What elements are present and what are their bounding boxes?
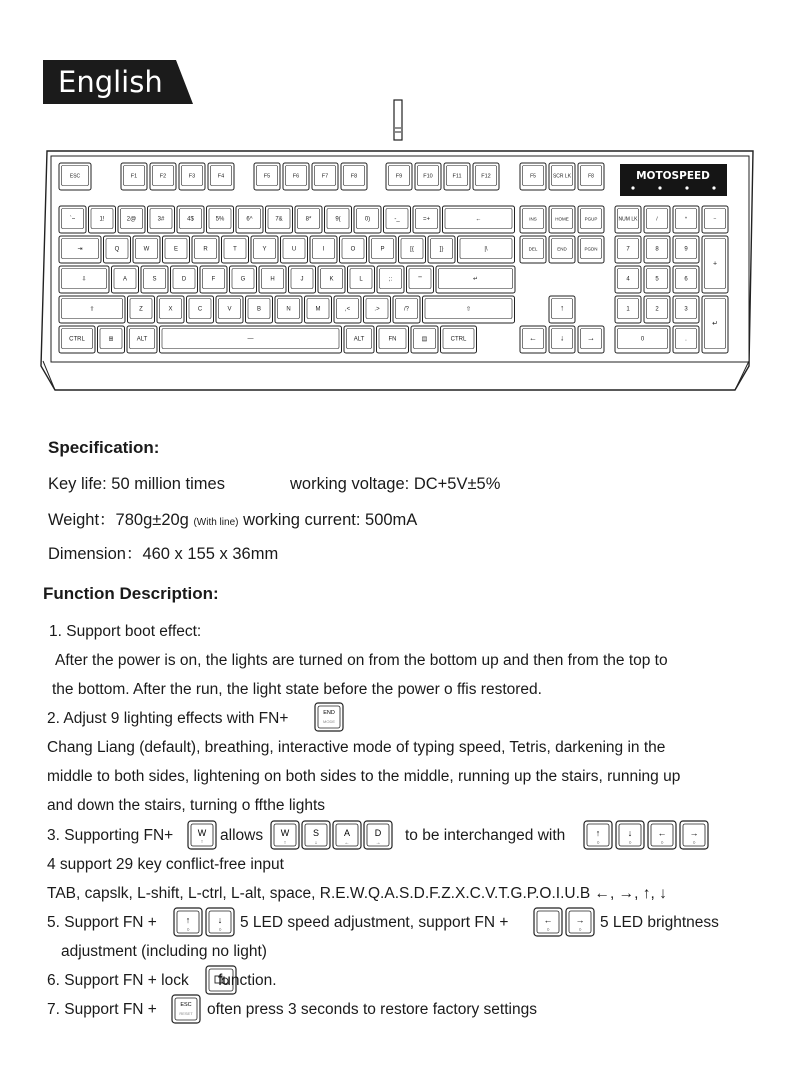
function-1-line2: the bottom. After the run, the light state before the power o ffis restored. xyxy=(52,681,542,698)
function-5-prefix: 5. Support FN + xyxy=(47,914,157,931)
arrow-key xyxy=(206,908,234,936)
function-5-middle: 5 LED speed adjustment, support FN + xyxy=(240,914,509,931)
svg-text:○: ○ xyxy=(186,927,190,933)
key-numpad xyxy=(644,206,670,233)
key-row4-5 xyxy=(246,296,273,323)
svg-text:F3: F3 xyxy=(188,173,196,180)
key-row2-7 xyxy=(281,236,308,263)
key-row2-2 xyxy=(133,236,160,263)
key-row4-2 xyxy=(157,296,184,323)
arrow-key xyxy=(616,821,644,849)
svg-text:6: 6 xyxy=(684,276,688,283)
key-nav1 xyxy=(520,206,546,233)
svg-text:ALT: ALT xyxy=(136,336,148,343)
svg-text:3: 3 xyxy=(684,306,688,313)
svg-text:⇥: ⇥ xyxy=(77,246,83,253)
key-numpad-enter xyxy=(702,296,728,353)
svg-text:↑: ↑ xyxy=(595,828,601,838)
svg-text:→: → xyxy=(375,840,381,846)
function-1-title: 1. Support boot effect: xyxy=(49,623,202,640)
svg-text:H: H xyxy=(270,276,275,283)
function-heading: Function Description: xyxy=(43,584,219,603)
key-numpad xyxy=(615,266,641,293)
svg-text:7&: 7& xyxy=(275,216,283,223)
svg-text:↓: ↓ xyxy=(314,840,318,846)
svg-text:Z: Z xyxy=(139,306,143,313)
svg-text:N: N xyxy=(286,306,291,313)
svg-text:→: → xyxy=(575,915,585,925)
svg-text:DEL: DEL xyxy=(528,246,538,252)
svg-text:F2: F2 xyxy=(159,173,167,180)
svg-text:Q: Q xyxy=(114,246,120,253)
key-row5-2 xyxy=(127,326,157,353)
wasd-keys-icon xyxy=(270,820,395,855)
left-right-arrow-keys-icon xyxy=(533,907,597,942)
key-row4-1 xyxy=(128,296,155,323)
svg-text:MODE: MODE xyxy=(323,719,335,724)
key-arrow-right xyxy=(578,326,604,353)
key-row5-5 xyxy=(377,326,409,353)
svg-text:INS: INS xyxy=(529,216,537,222)
spec-weight xyxy=(48,510,417,533)
wasd-key xyxy=(302,821,330,849)
svg-text:←: ← xyxy=(543,915,553,925)
key-row1-1 xyxy=(89,206,116,233)
key-fn xyxy=(473,163,499,190)
function-2-line1: Chang Liang (default), breathing, interactive mode of typing speed, Tetris, darkening in the xyxy=(47,739,666,756)
svg-text:D: D xyxy=(374,828,382,838)
function-6-prefix: 6. Support FN + lock xyxy=(47,972,189,989)
key-row2-4 xyxy=(192,236,219,263)
svg-text:CTRL: CTRL xyxy=(450,336,467,343)
arrow-keys-icon xyxy=(583,820,711,855)
function-7-suffix: often press 3 seconds to restore factory settings xyxy=(207,1001,537,1018)
svg-text:'": '" xyxy=(418,276,422,283)
key-fn xyxy=(386,163,412,190)
svg-text:←: ← xyxy=(529,333,537,343)
key-row1-9 xyxy=(325,206,352,233)
svg-text:↑: ↑ xyxy=(560,303,564,313)
svg-text:F11: F11 xyxy=(452,173,462,180)
svg-text:.>: .> xyxy=(374,306,380,313)
key-numpad xyxy=(644,266,670,293)
svg-text:▤: ▤ xyxy=(421,336,428,343)
svg-text:S: S xyxy=(152,276,157,283)
key-nav1 xyxy=(578,206,604,233)
key-arrow-down xyxy=(549,326,575,353)
svg-text:G: G xyxy=(240,276,246,283)
svg-text:CTRL: CTRL xyxy=(69,336,85,343)
up-down-arrow-keys-icon xyxy=(173,907,237,942)
svg-text:F12: F12 xyxy=(481,173,491,180)
svg-text:W: W xyxy=(143,246,150,253)
function-2-title: 2. Adjust 9 lighting effects with FN+ xyxy=(47,710,289,727)
key-row4-11 xyxy=(423,296,515,323)
function-4-title: 4 support 29 key conflict-free input xyxy=(47,856,284,873)
key-sys xyxy=(520,163,546,190)
svg-text:0): 0) xyxy=(364,216,371,223)
svg-text:END: END xyxy=(557,246,567,252)
svg-text:F6: F6 xyxy=(292,173,300,180)
spec-voltage: working voltage: DC+5V±5% xyxy=(290,475,501,493)
key-row1-12 xyxy=(413,206,440,233)
key-row3-3 xyxy=(171,266,198,293)
svg-text:↵: ↵ xyxy=(472,276,479,283)
svg-text:→: → xyxy=(689,828,699,838)
svg-text:−: − xyxy=(713,216,717,223)
svg-text:↓: ↓ xyxy=(217,915,223,925)
svg-text:←: ← xyxy=(475,216,482,223)
svg-text:←: ← xyxy=(344,840,350,846)
key-numpad xyxy=(673,266,699,293)
key-row3-9 xyxy=(348,266,375,293)
svg-text:1!: 1! xyxy=(99,216,105,223)
key-esc xyxy=(59,163,91,190)
svg-text:F4: F4 xyxy=(217,173,225,180)
key-sys xyxy=(578,163,604,190)
svg-text:END: END xyxy=(323,710,335,716)
esc-reset-key-icon xyxy=(171,994,201,1029)
key-arrow-left xyxy=(520,326,546,353)
svg-text:HOME: HOME xyxy=(555,216,569,222)
key-fn xyxy=(341,163,367,190)
key-row1-4 xyxy=(177,206,204,233)
wasd-key xyxy=(271,821,299,849)
key-row3-6 xyxy=(259,266,286,293)
function-6-suffix: function. xyxy=(218,972,277,989)
key-numpad-0 xyxy=(615,326,670,353)
svg-text:NUM LK: NUM LK xyxy=(618,216,638,223)
wasd-key xyxy=(364,821,392,849)
svg-text:F5: F5 xyxy=(530,173,536,180)
svg-text:.: . xyxy=(685,336,687,343)
key-numpad xyxy=(673,296,699,323)
key-row3-0 xyxy=(59,266,109,293)
key-fn xyxy=(444,163,470,190)
svg-text:○: ○ xyxy=(692,840,696,846)
key-nav1 xyxy=(549,206,575,233)
function-3-suffix: to be interchanged with xyxy=(405,827,566,844)
arrow-key xyxy=(584,821,612,849)
key-row2-3 xyxy=(163,236,190,263)
svg-text:V: V xyxy=(227,306,232,313)
svg-text:9: 9 xyxy=(684,246,688,253)
svg-text:↑: ↑ xyxy=(283,840,287,846)
key-numpad xyxy=(673,206,699,233)
key-nav2 xyxy=(549,236,575,263)
svg-text:⊞: ⊞ xyxy=(108,336,114,343)
svg-text:X: X xyxy=(168,306,173,313)
svg-text:2@: 2@ xyxy=(126,216,137,223)
spec-weight-note: (With line) xyxy=(193,517,239,528)
svg-text:F10: F10 xyxy=(423,173,433,180)
svg-text:○: ○ xyxy=(578,927,582,933)
key-fn xyxy=(254,163,280,190)
svg-text:○: ○ xyxy=(546,927,550,933)
brand-logo: MOTOSPEED xyxy=(636,170,710,182)
arrow-key xyxy=(566,908,594,936)
key-row4-3 xyxy=(187,296,214,323)
svg-text:D: D xyxy=(181,276,187,283)
key-row5-1 xyxy=(98,326,125,353)
svg-text:|\: |\ xyxy=(484,246,488,253)
key-nav2 xyxy=(578,236,604,263)
spec-weight-value: Weight：780g±20g xyxy=(48,511,189,529)
key-row2-8 xyxy=(310,236,337,263)
function-7-prefix: 7. Support FN + xyxy=(47,1001,157,1018)
svg-text:J: J xyxy=(300,276,304,283)
spec-heading: Specification: xyxy=(48,438,160,457)
key-row2-11 xyxy=(399,236,426,263)
svg-text:/?: /? xyxy=(403,306,410,313)
key-row1-13 xyxy=(443,206,515,233)
key-numpad xyxy=(644,236,670,263)
keyboard-illustration xyxy=(35,98,765,398)
key-fn xyxy=(283,163,309,190)
function-5-suffix: 5 LED brightness xyxy=(600,914,719,931)
key-row1-11 xyxy=(384,206,411,233)
key-row1-0 xyxy=(59,206,86,233)
key-sys xyxy=(549,163,575,190)
svg-text:Y: Y xyxy=(262,246,267,253)
key-fn xyxy=(208,163,234,190)
key-numpad xyxy=(615,296,641,323)
spec-key-life: Key life: 50 million times xyxy=(48,475,225,493)
key-row3-7 xyxy=(289,266,316,293)
key-fn xyxy=(179,163,205,190)
svg-text:L: L xyxy=(359,276,363,283)
key-row1-6 xyxy=(236,206,263,233)
key-fn xyxy=(121,163,147,190)
key-row2-12 xyxy=(428,236,455,263)
svg-text:F9: F9 xyxy=(395,173,403,180)
key-numpad xyxy=(615,236,641,263)
key-row2-10 xyxy=(369,236,396,263)
svg-text:○: ○ xyxy=(628,840,632,846)
svg-text:A: A xyxy=(343,828,351,838)
svg-text:,<: ,< xyxy=(344,306,351,313)
key-nav2 xyxy=(520,236,546,263)
arrow-key xyxy=(648,821,676,849)
w-key-icon xyxy=(187,820,217,855)
function-5-line2: adjustment (including no light) xyxy=(61,943,267,960)
svg-text:E: E xyxy=(173,246,179,253)
svg-text:9(: 9( xyxy=(335,216,341,223)
svg-text:B: B xyxy=(256,306,262,313)
key-row3-8 xyxy=(318,266,345,293)
key-row5-0 xyxy=(59,326,95,353)
key-row4-4 xyxy=(216,296,243,323)
svg-text:*: * xyxy=(685,216,687,223)
svg-text:ESC: ESC xyxy=(180,1002,192,1008)
key-row4-10 xyxy=(393,296,420,323)
svg-text:RESET: RESET xyxy=(179,1011,193,1016)
svg-text:6^: 6^ xyxy=(246,216,253,223)
key-arrow-up xyxy=(549,296,575,323)
svg-text:5%: 5% xyxy=(215,216,225,223)
key-row1-3 xyxy=(148,206,175,233)
key-fn xyxy=(150,163,176,190)
function-1-line1: After the power is on, the lights are turned on from the bottom up and then from the top to xyxy=(55,652,668,669)
svg-text:↑: ↑ xyxy=(200,839,204,845)
key-row3-1 xyxy=(112,266,139,293)
svg-text:○: ○ xyxy=(660,840,664,846)
svg-text:P: P xyxy=(380,246,385,253)
key-numpad-plus xyxy=(702,236,728,293)
svg-text:FN: FN xyxy=(388,336,397,343)
key-row1-10 xyxy=(354,206,381,233)
key-row3-10 xyxy=(377,266,404,293)
key-row5-6 xyxy=(411,326,438,353)
svg-text:W: W xyxy=(197,828,207,838)
svg-text:⇩: ⇩ xyxy=(81,276,87,283)
key-row4-7 xyxy=(305,296,332,323)
svg-text:⇧: ⇧ xyxy=(465,306,472,313)
svg-text:8*: 8* xyxy=(305,216,312,223)
svg-text:2: 2 xyxy=(655,306,659,313)
svg-text:-_: -_ xyxy=(394,216,400,223)
page-title: English xyxy=(58,65,163,99)
key-numpad xyxy=(644,296,670,323)
svg-text:4$: 4$ xyxy=(187,216,194,223)
key-row2-13 xyxy=(458,236,515,263)
svg-text:1: 1 xyxy=(626,306,630,313)
svg-text:`~: `~ xyxy=(69,216,76,223)
svg-text:F: F xyxy=(211,276,216,283)
svg-text:/: / xyxy=(656,216,658,223)
svg-text:○: ○ xyxy=(596,840,600,846)
function-4-line1: TAB, capslk, L-shift, L-ctrl, L-alt, space, R.E.W.Q.A.S.D.F.Z.X.C.V.T.G.P.O.I.U.B ←, →, ↑, ↓ xyxy=(47,885,667,902)
key-row4-0 xyxy=(59,296,125,323)
function-2-line2: middle to both sides, lightening on both sides to the middle, running up the stairs, running up xyxy=(47,768,681,785)
svg-text:F5: F5 xyxy=(263,173,271,180)
svg-text:3#: 3# xyxy=(157,216,165,223)
svg-text:PGUP: PGUP xyxy=(584,216,598,222)
svg-text:R: R xyxy=(203,246,208,253)
key-numpad xyxy=(673,236,699,263)
key-row3-12 xyxy=(436,266,515,293)
key-row3-4 xyxy=(200,266,227,293)
svg-text:K: K xyxy=(329,276,334,283)
key-row2-1 xyxy=(104,236,131,263)
svg-text:F8: F8 xyxy=(350,173,358,180)
end-mode-key-icon xyxy=(314,702,344,737)
key-row5-4 xyxy=(344,326,374,353)
svg-text:SCR LK: SCR LK xyxy=(552,173,572,180)
spec-dimension: Dimension：460 x 155 x 36mm xyxy=(48,545,279,563)
svg-text:0: 0 xyxy=(640,336,645,343)
key-numpad xyxy=(615,206,641,233)
key-row3-2 xyxy=(141,266,168,293)
arrow-key xyxy=(534,908,562,936)
svg-text:W: W xyxy=(280,828,290,838)
svg-text:→: → xyxy=(587,333,595,343)
svg-text:U: U xyxy=(291,246,297,253)
key-row3-5 xyxy=(230,266,257,293)
svg-text:ESC: ESC xyxy=(69,173,81,180)
svg-text:—: — xyxy=(247,336,254,343)
svg-text:+: + xyxy=(712,260,718,268)
key-row3-11 xyxy=(407,266,434,293)
svg-text:[{: [{ xyxy=(410,246,414,253)
key-row2-5 xyxy=(222,236,249,263)
svg-text:;:: ;: xyxy=(388,276,393,283)
svg-text:O: O xyxy=(350,246,356,253)
function-3-prefix: 3. Supporting FN+ xyxy=(47,827,174,844)
svg-text:M: M xyxy=(315,306,321,313)
key-numpad-dot xyxy=(673,326,699,353)
svg-text:5: 5 xyxy=(655,276,659,283)
svg-text:S: S xyxy=(312,828,320,838)
key-fn xyxy=(415,163,441,190)
svg-text:F1: F1 xyxy=(130,173,138,180)
svg-text:]}: ]} xyxy=(439,246,444,253)
wasd-key xyxy=(333,821,361,849)
svg-text:↓: ↓ xyxy=(560,333,564,343)
key-row5-7 xyxy=(441,326,477,353)
svg-text:8: 8 xyxy=(655,246,659,253)
key-row1-7 xyxy=(266,206,293,233)
svg-text:F8: F8 xyxy=(588,173,594,180)
svg-text:PGDN: PGDN xyxy=(584,246,598,252)
key-row1-5 xyxy=(207,206,234,233)
key-row2-0 xyxy=(59,236,101,263)
key-row1-2 xyxy=(118,206,145,233)
key-row2-6 xyxy=(251,236,278,263)
svg-text:T: T xyxy=(233,246,237,253)
svg-text:←: ← xyxy=(657,828,667,838)
svg-text:A: A xyxy=(122,276,128,283)
svg-text:4: 4 xyxy=(626,276,630,283)
key-fn xyxy=(312,163,338,190)
function-2-line3: and down the stairs, turning o ffthe lights xyxy=(47,797,326,814)
key-numpad xyxy=(702,206,728,233)
spec-current: working current: 500mA xyxy=(243,511,418,529)
key-row5-3 xyxy=(160,326,342,353)
svg-text:ALT: ALT xyxy=(353,336,365,343)
svg-text:↵: ↵ xyxy=(712,320,718,328)
svg-text:C: C xyxy=(197,306,203,313)
svg-text:↑: ↑ xyxy=(185,915,191,925)
key-row4-9 xyxy=(364,296,391,323)
key-row1-8 xyxy=(295,206,322,233)
svg-text:=+: =+ xyxy=(422,216,431,223)
key-row2-9 xyxy=(340,236,367,263)
key-row4-8 xyxy=(334,296,361,323)
svg-text:I: I xyxy=(322,246,325,253)
function-3-allows: allows xyxy=(220,827,264,844)
svg-text:F7: F7 xyxy=(321,173,329,180)
key-row4-6 xyxy=(275,296,302,323)
arrow-key xyxy=(174,908,202,936)
svg-text:○: ○ xyxy=(218,927,222,933)
svg-text:⇧: ⇧ xyxy=(89,306,95,313)
arrow-key xyxy=(680,821,708,849)
svg-text:↓: ↓ xyxy=(627,828,633,838)
svg-text:7: 7 xyxy=(626,246,630,253)
